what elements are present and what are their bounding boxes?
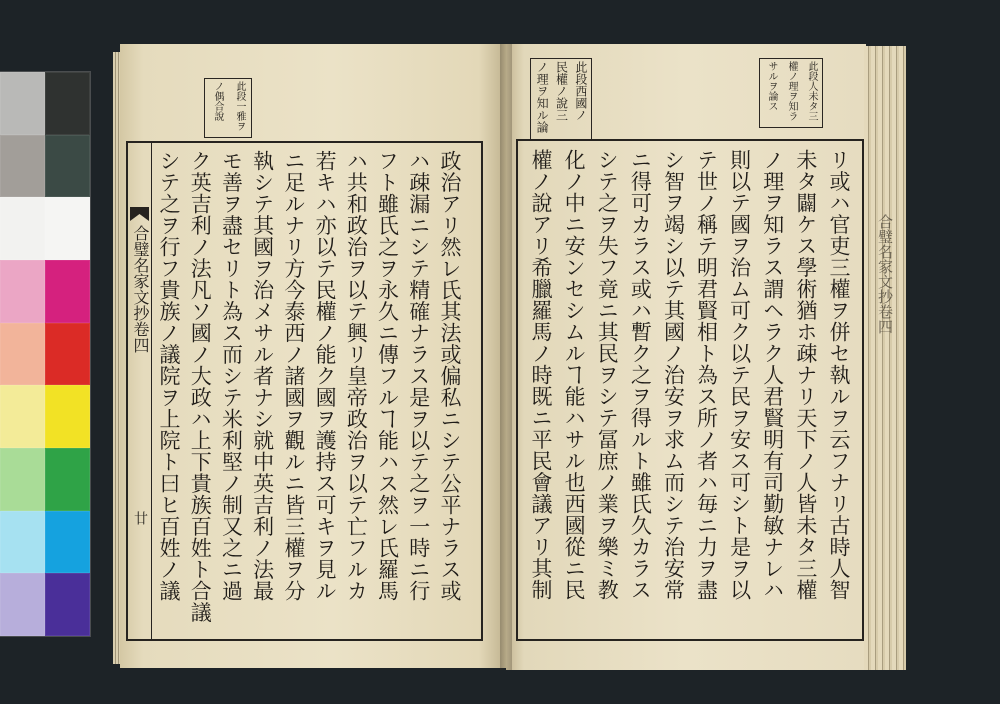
color-patch — [45, 511, 90, 574]
text-column: ハ共和政治ヲ以テ興リ皇帝政治ヲ以テ亡フルカ — [344, 150, 369, 602]
left-page-text-frame — [126, 141, 483, 641]
color-patch — [0, 197, 45, 260]
center-strip — [128, 143, 152, 639]
left-headnote-box — [204, 78, 252, 138]
color-patch — [45, 197, 90, 260]
color-calibration-chart — [0, 72, 90, 636]
text-column: シ智ヲ竭シ以テ其國ノ治安ヲ求ム而シテ治安常 — [661, 149, 686, 601]
color-patch — [0, 573, 45, 636]
headnote-line: ノ偶合說 — [212, 81, 223, 121]
headnote-line: 此段一雅ヲ — [234, 81, 245, 131]
color-patch — [45, 72, 90, 135]
text-column: ク英吉利ノ法凡ソ國ノ大政ハ上下貴族百姓ト合議 — [188, 150, 213, 623]
color-patch — [0, 448, 45, 511]
running-title: 合璧名家文抄卷四 — [131, 225, 150, 353]
color-patch — [0, 385, 45, 448]
text-column: 未タ闢ケス學術猶ホ疎ナリ天下ノ人皆未タ三權 — [793, 149, 818, 601]
headnote-line: 權ノ理ヲ知ラ — [786, 61, 797, 121]
color-patch — [0, 323, 45, 386]
text-column: 權ノ說アリ希臘羅馬ノ時既ニ平民會議アリ其制 — [529, 149, 553, 601]
text-column: 政治アリ然レ氏其法或偏私ニシテ公平ナラス或 — [437, 150, 462, 602]
text-column: 若キハ亦以テ民權ノ能ク國ヲ護持ス可キヲ見ル — [313, 150, 338, 602]
headnote-line: 此段西國ノ — [573, 61, 588, 121]
color-patch — [45, 448, 90, 511]
color-patch — [45, 260, 90, 323]
right-page-text-frame — [516, 139, 864, 641]
color-patch — [45, 323, 90, 386]
color-patch — [45, 573, 90, 636]
headnote-line: ノ理ヲ知ル論 — [535, 61, 550, 133]
text-column: ニ足ルナリ方今泰西ノ諸國ヲ觀ルニ皆三權ヲ分 — [281, 150, 306, 602]
headnote-line: サルヲ論ス — [766, 61, 777, 111]
book-gutter — [500, 44, 512, 670]
text-column: テ世ノ稱テ明君賢相ト為ス所ノ者ハ毎ニ力ヲ盡 — [694, 149, 719, 601]
text-column: リ或ハ官吏三權ヲ併セ執ルヲ云フナリ古時人智 — [826, 149, 851, 601]
text-column: 化ノ中ニ安ンセシムルヿ能ハサル也西國從ニ民 — [562, 149, 587, 601]
color-patch — [45, 385, 90, 448]
right-headnote-box-b — [530, 58, 592, 140]
headnote-line: 此段人未タ三 — [806, 61, 817, 121]
stacked-running-title: 合璧名家文抄卷四 — [876, 214, 894, 334]
text-column: ニ得可カラス或ハ暫ク之ヲ得ルト雖氏久カラス — [628, 149, 653, 601]
text-column: 執シテ其國ヲ治メサル者ナシ就中英吉利ノ法最 — [250, 150, 275, 602]
text-column: ノ理ヲ知ラス謂ヘラク人君賢明有司勤敏ナレハ — [760, 149, 785, 601]
fishtail-mark-icon — [130, 207, 149, 221]
color-patch — [0, 511, 45, 574]
text-column: フト雖氏之ヲ永久ニ傳フルヿ能ハス然レ氏羅馬 — [375, 150, 400, 602]
right-page-columns — [526, 149, 854, 631]
text-column: シテ之ヲ失フ竟ニ其民ヲシテ冨庶ノ業ヲ樂ミ教 — [595, 149, 620, 601]
headnote-line: 民權ノ說三 — [554, 61, 569, 121]
text-column: モ善ヲ盡セリト為ス而シテ米利堅ノ制又之ニ過 — [219, 150, 244, 602]
text-column: 則以テ國ヲ治ム可ク以テ民ヲ安ス可シト是ヲ以 — [727, 149, 752, 601]
color-patch — [45, 135, 90, 198]
left-page-columns — [154, 150, 465, 632]
text-column: シテ之ヲ行フ貴族ノ議院ヲ上院ト曰ヒ百姓ノ議 — [157, 150, 181, 602]
right-page-edge-stack — [864, 46, 906, 670]
color-patch — [0, 135, 45, 198]
color-patch — [0, 260, 45, 323]
right-headnote-box-a — [759, 58, 823, 128]
page-number: 廿 — [132, 511, 148, 525]
color-patch — [0, 72, 45, 135]
text-column: ハ疎漏ニシテ精確ナラス是ヲ以テ之ヲ一時ニ行 — [406, 150, 431, 602]
